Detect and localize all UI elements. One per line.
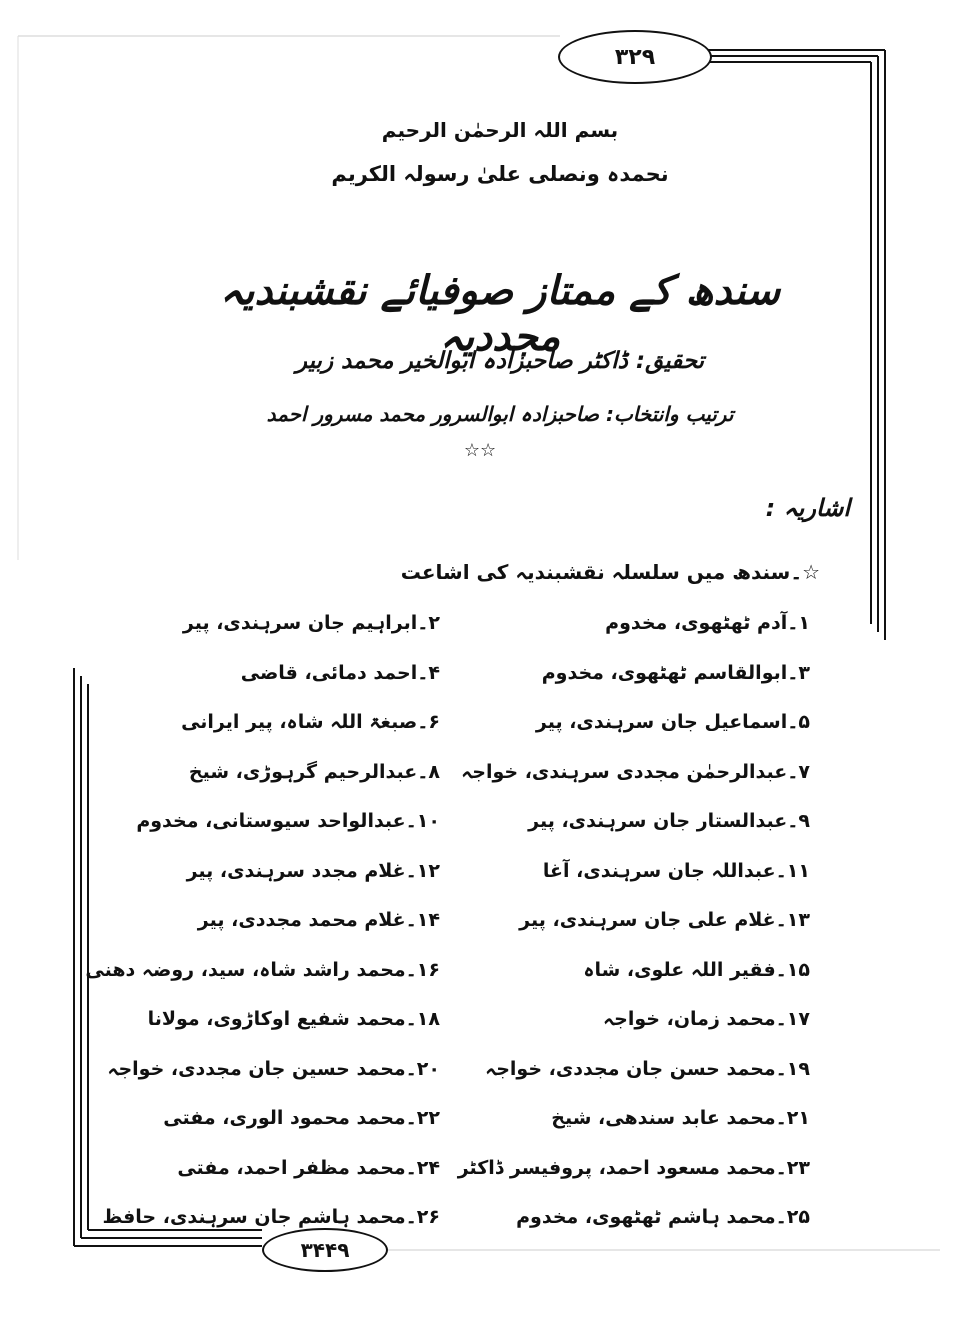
index-row <box>177 1156 830 1207</box>
index-entry: ۱۵۔فقیر اللہ علوی، شاہ <box>583 958 810 981</box>
index-row <box>186 859 830 910</box>
index-entry: ۵۔اسماعیل جان سرہندی، پیر <box>535 711 810 733</box>
index-row <box>85 958 830 1009</box>
index-entry: ۴۔احمد دمائی، قاضی <box>240 661 440 684</box>
index-entry: ۶۔صبغۃ اللہ شاہ، پیر ایرانی <box>181 711 440 733</box>
page-number-bottom: ۳۴۴۹ <box>262 1228 388 1272</box>
page-number-top: ۳۲۹ <box>558 30 712 84</box>
index-entry: ۱۰۔عبدالواحد سیوستانی، مخدوم <box>136 810 440 832</box>
index-entry: ۲۵۔محمد ہاشم ٹھٹھوی، مخدوم <box>516 1206 810 1228</box>
index-entry: ۱۶۔محمد راشد شاہ، سید، روضہ دھنی <box>85 958 440 981</box>
index-entries <box>85 612 830 1256</box>
index-entry: ۱۱۔عبداللہ جان سرہندی، آغا <box>542 859 810 882</box>
index-entry: ۸۔عبدالرحیم گرہوڑی، شیخ <box>188 760 440 783</box>
index-row <box>182 612 830 662</box>
arrangement-credit: ترتیب وانتخاب: صاحبزادہ ابوالسرور محمد مسرور احمد <box>266 402 734 426</box>
research-credit: تحقیق: ڈاکٹر صاحبزادہ ابوالخیر محمد زبیر <box>295 348 705 374</box>
index-entry: ۳۔ابوالقاسم ٹھٹھوی، مخدوم <box>541 661 810 684</box>
index-entry: ۲۲۔محمد محمود الوری، مفتی <box>163 1107 440 1129</box>
index-row <box>107 1057 830 1108</box>
index-subheading: ☆۔سندھ میں سلسلہ نقشبندیہ کی اشاعت <box>400 560 820 584</box>
index-entry: ۹۔عبدالستار جان سرہندی، پیر <box>528 810 810 832</box>
index-heading: اشاریہ : <box>765 494 850 522</box>
index-entry: ۲۴۔محمد مظفر احمد، مفتی <box>177 1156 440 1179</box>
index-entry: ۲۔ابراہیم جان سرہندی، پیر <box>182 612 440 634</box>
index-row <box>136 810 830 860</box>
index-entry: ۱۲۔غلام مجدد سرہندی، پیر <box>186 859 440 882</box>
index-row <box>190 662 830 712</box>
index-entry: ۲۳۔محمد مسعود احمد، پروفیسر ڈاکٹر <box>457 1156 810 1179</box>
index-row <box>102 1206 830 1256</box>
index-entry: ۲۱۔محمد عابد سندھی، شیخ <box>551 1107 810 1129</box>
index-row <box>190 761 830 811</box>
index-entry: ۲۰۔محمد حسین جان مجددی، خواجہ <box>107 1057 440 1080</box>
index-row <box>163 1107 830 1157</box>
index-row <box>181 711 830 761</box>
index-row <box>147 1008 830 1058</box>
basmala: بسم اللہ الرحمٰن الرحیم <box>381 118 619 142</box>
index-entry: ۱۹۔محمد حسن جان مجددی، خواجہ <box>485 1057 810 1080</box>
index-entry: ۲۶۔محمد ہاشم جان سرہندی، حافظ <box>102 1206 440 1228</box>
index-entry: ۱۴۔غلام محمد مجددی، پیر <box>197 909 440 931</box>
hamd-line: نحمدہ ونصلی علیٰ رسولہ الکریم <box>331 162 669 186</box>
index-entry: ۷۔عبدالرحمٰن مجددی سرہندی، خواجہ <box>461 760 810 783</box>
star-divider: ☆☆ <box>463 440 497 461</box>
index-entry: ۱۸۔محمد شفیع اوکاڑوی، مولانا <box>147 1008 440 1030</box>
index-row <box>190 909 830 959</box>
index-entry: ۱۔آدم ٹھٹھوی، مخدوم <box>605 612 810 634</box>
article-title: سندھ کے ممتاز صوفیائے نقشبندیہ مجددیہ <box>219 268 781 360</box>
index-entry: ۱۷۔محمد زمان، خواجہ <box>603 1008 810 1030</box>
index-entry: ۱۳۔غلام علی جان سرہندی، پیر <box>519 909 810 931</box>
